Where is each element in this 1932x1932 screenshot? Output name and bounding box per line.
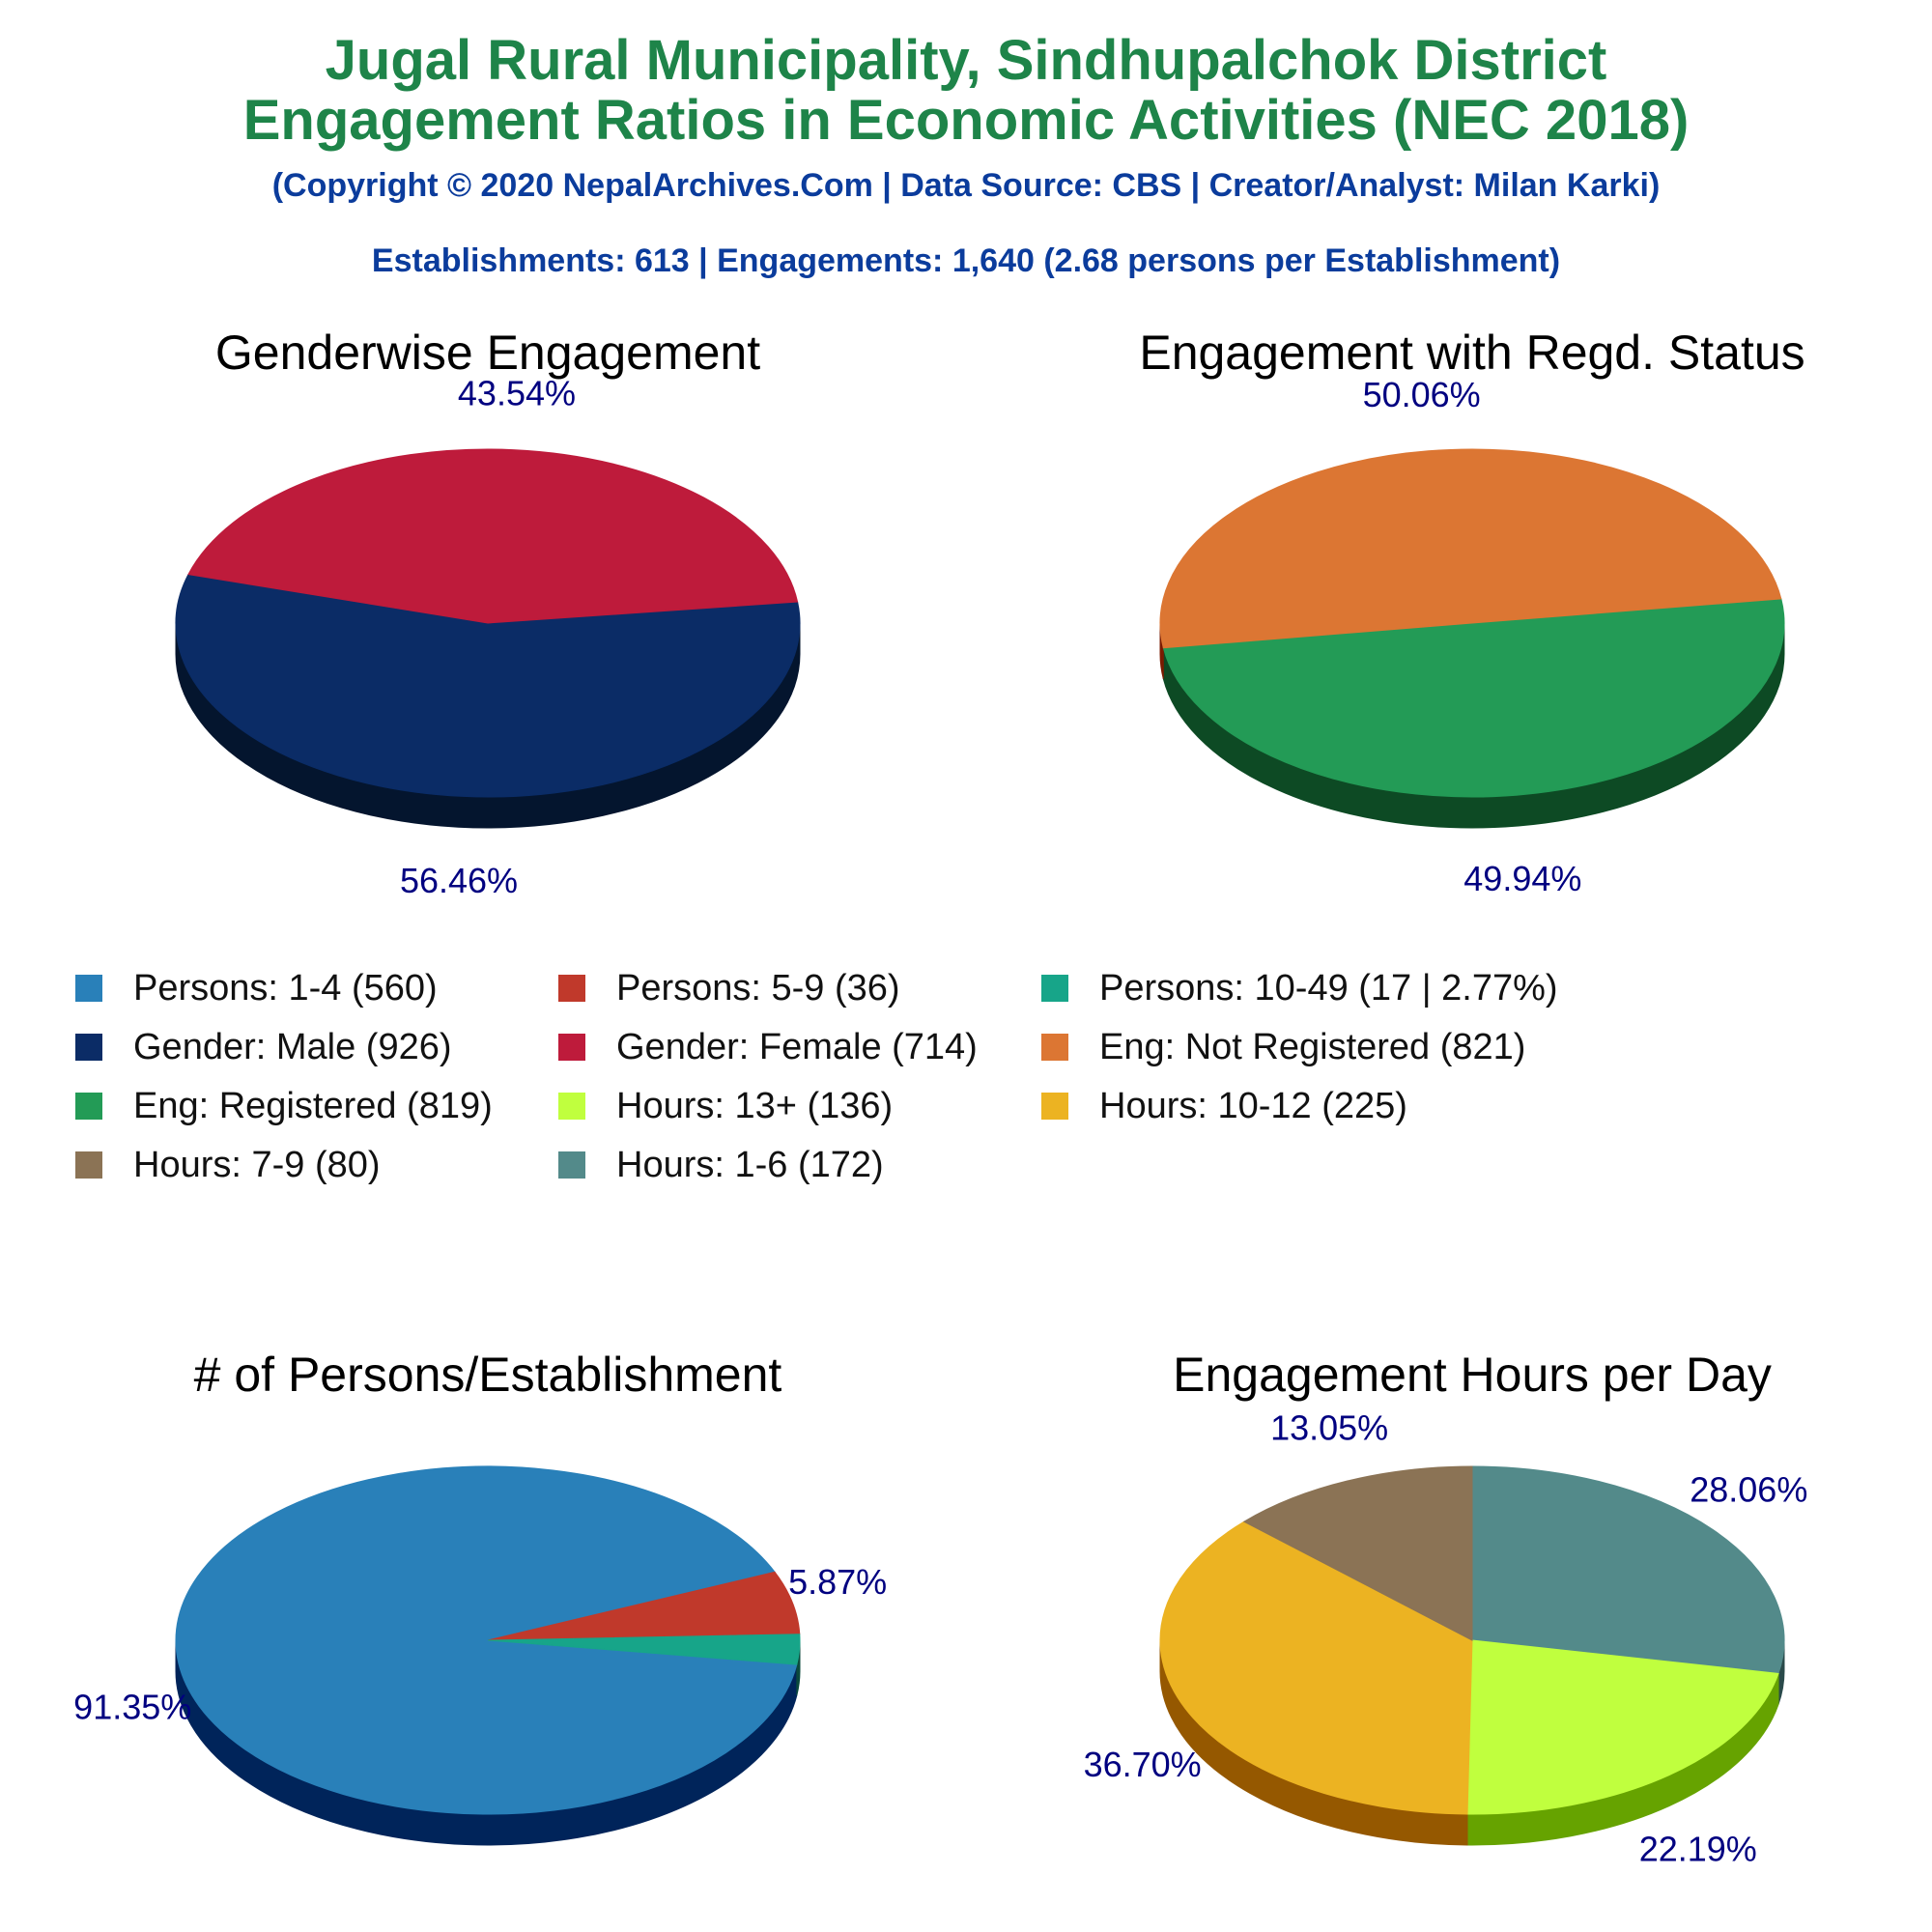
legend-item-hours-7-9-80	[75, 1143, 381, 1187]
chart-title: Engagement with Regd. Status	[1139, 326, 1805, 380]
legend-swatch	[1041, 1093, 1068, 1120]
legend-label: Hours: 7-9 (80)	[133, 1144, 381, 1185]
legend-label: Gender: Male (926)	[133, 1026, 452, 1067]
slice-percent-label: 13.05%	[1270, 1407, 1389, 1448]
legend-swatch	[558, 1034, 585, 1061]
legend-label: Persons: 1-4 (560)	[133, 967, 438, 1009]
legend-label: Hours: 1-6 (172)	[616, 1144, 884, 1185]
main-title-line-1: Jugal Rural Municipality, Sindhupalchok District	[325, 29, 1607, 92]
legend-label: Gender: Female (714)	[616, 1026, 978, 1067]
slice-percent-label: 56.46%	[399, 860, 519, 900]
pie-chart-of-persons-establishment	[73, 1348, 887, 1845]
main-title-line-2: Engagement Ratios in Economic Activities (NEC 2018)	[242, 89, 1690, 152]
legend-item-persons-10-49-17-2-77	[1041, 966, 1558, 1010]
legend-label: Eng: Registered (819)	[133, 1085, 493, 1126]
slice-percent-label: 49.94%	[1463, 859, 1582, 899]
legend-item-hours-13-136	[558, 1084, 893, 1128]
slice-percent-label: 91.35%	[73, 1687, 192, 1727]
chart-title: Genderwise Engagement	[214, 326, 761, 380]
legend-swatch	[75, 1093, 102, 1120]
legend-swatch	[75, 1151, 102, 1179]
chart-title: # of Persons/Establishment	[193, 1348, 782, 1402]
legend-label: Persons: 10-49 (17 | 2.77%)	[1099, 967, 1558, 1009]
legend-swatch	[75, 975, 102, 1002]
legend-swatch	[558, 1151, 585, 1179]
legend-item-gender-male-926	[75, 1025, 452, 1069]
legend-swatch	[558, 975, 585, 1002]
legend-label: Hours: 10-12 (225)	[1099, 1085, 1407, 1126]
legend-label: Hours: 13+ (136)	[616, 1085, 894, 1126]
legend-label: Eng: Not Registered (821)	[1099, 1026, 1526, 1067]
legend-item-gender-female-714	[558, 1025, 978, 1069]
legend-swatch	[1041, 1034, 1068, 1061]
pie-chart-genderwise-engagement	[176, 326, 800, 900]
pie-chart-engagement-with-regd-status	[1139, 326, 1804, 898]
pie-chart-engagement-hours-per-day	[1084, 1348, 1808, 1869]
legend-swatch	[558, 1093, 585, 1120]
slice-percent-label: 28.06%	[1690, 1469, 1808, 1510]
legend-item-eng-not-registered-821	[1041, 1025, 1525, 1069]
legend-item-persons-1-4-560	[75, 966, 438, 1010]
slice-percent-label: 22.19%	[1638, 1829, 1757, 1869]
copyright-subtitle: (Copyright © 2020 NepalArchives.Com | Data Source: CBS | Creator/Analyst: Milan Karki)	[271, 167, 1661, 204]
chart-title: Engagement Hours per Day	[1173, 1348, 1772, 1402]
legend-item-hours-10-12-225	[1041, 1084, 1407, 1128]
legend-item-eng-registered-819	[75, 1084, 493, 1128]
legend-swatch	[1041, 975, 1068, 1002]
legend-item-persons-5-9-36	[558, 966, 900, 1010]
slice-percent-label: 43.54%	[457, 373, 577, 413]
summary-subtitle: Establishments: 613 | Engagements: 1,640 (2.68 persons per Establishment)	[371, 242, 1561, 279]
slice-percent-label: 36.70%	[1083, 1744, 1202, 1784]
legend-swatch	[75, 1034, 102, 1061]
slice-percent-label: 5.87%	[788, 1561, 888, 1602]
legend-label: Persons: 5-9 (36)	[616, 967, 900, 1009]
slice-percent-label: 50.06%	[1362, 374, 1481, 414]
legend-item-hours-1-6-172	[558, 1143, 884, 1187]
